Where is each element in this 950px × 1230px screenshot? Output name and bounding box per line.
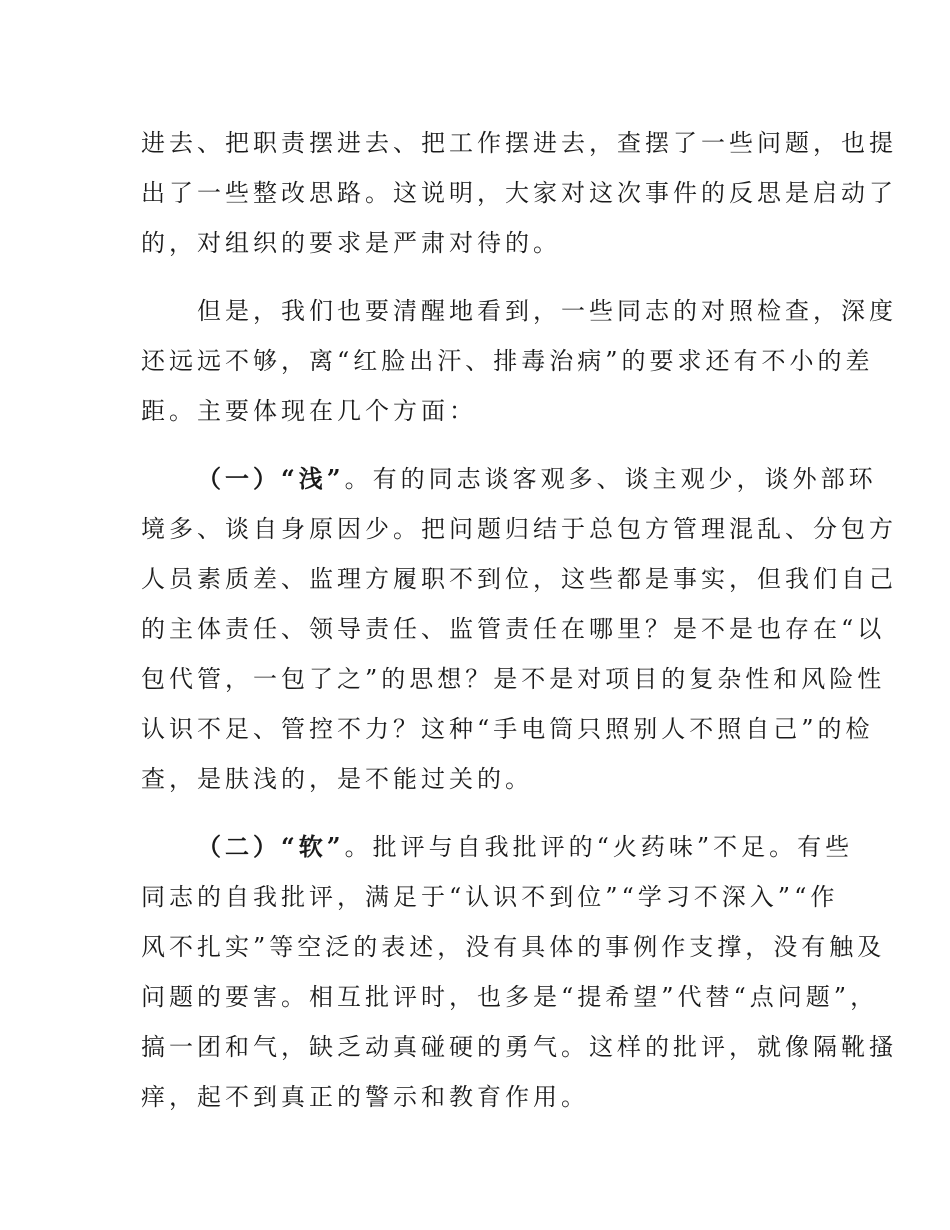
text-line: 问题的要害。相互批评时，也多是“提希望”代替“点问题”， xyxy=(141,983,879,1011)
text-line: 但是，我们也要清醒地看到，一些同志的对照检查，深度 xyxy=(197,297,897,325)
text-line: 包代管，一包了之”的思想？是不是对项目的复杂性和风险性 xyxy=(141,665,886,693)
text-line: 出了一些整改思路。这说明，大家对这次事件的反思是启动了 xyxy=(141,179,897,207)
text-line: 风不扎实”等空泛的表述，没有具体的事例作支撑，没有触及 xyxy=(141,933,886,961)
text-line: 进去、把职责摆进去、把工作摆进去，查摆了一些问题，也提 xyxy=(141,129,897,157)
text-span: 。有的同志谈客观多、谈主观少，谈外部环 xyxy=(344,465,877,493)
section-heading: （一）“浅” xyxy=(197,464,345,493)
text-line: 同志的自我批评，满足于“认识不到位”“学习不深入”“作 xyxy=(141,883,839,911)
text-line: 还远远不够，离“红脸出汗、排毒治病”的要求还有不小的差 xyxy=(141,347,874,375)
text-line: 搞一团和气，缺乏动真碰硬的勇气。这样的批评，就像隔靴搔 xyxy=(141,1033,897,1061)
paragraph-1 xyxy=(141,118,897,268)
text-line: 的，对组织的要求是严肃对待的。 xyxy=(141,229,561,257)
text-line xyxy=(141,822,854,872)
text-line: 境多、谈自身原因少。把问题归结于总包方管理混乱、分包方 xyxy=(141,515,897,543)
text-line xyxy=(141,454,877,504)
paragraph-3 xyxy=(141,454,897,804)
text-line: 查，是肤浅的，是不能过关的。 xyxy=(141,765,533,793)
paragraph-2 xyxy=(141,286,897,436)
text-line: 认识不足、管控不力？这种“手电筒只照别人不照自己”的检 xyxy=(141,715,874,743)
paragraph-4 xyxy=(141,822,897,1122)
text-line: 距。主要体现在几个方面： xyxy=(141,397,477,425)
text-line: 痒，起不到真正的警示和教育作用。 xyxy=(141,1083,589,1111)
section-heading: （二）“软” xyxy=(197,832,345,861)
text-span: 。批评与自我批评的“火药味”不足。有些 xyxy=(344,833,854,861)
text-line: 人员素质差、监理方履职不到位，这些都是事实，但我们自己 xyxy=(141,565,897,593)
document-body xyxy=(141,118,897,1122)
text-line: 的主体责任、领导责任、监管责任在哪里？是不是也存在“以 xyxy=(141,615,886,643)
